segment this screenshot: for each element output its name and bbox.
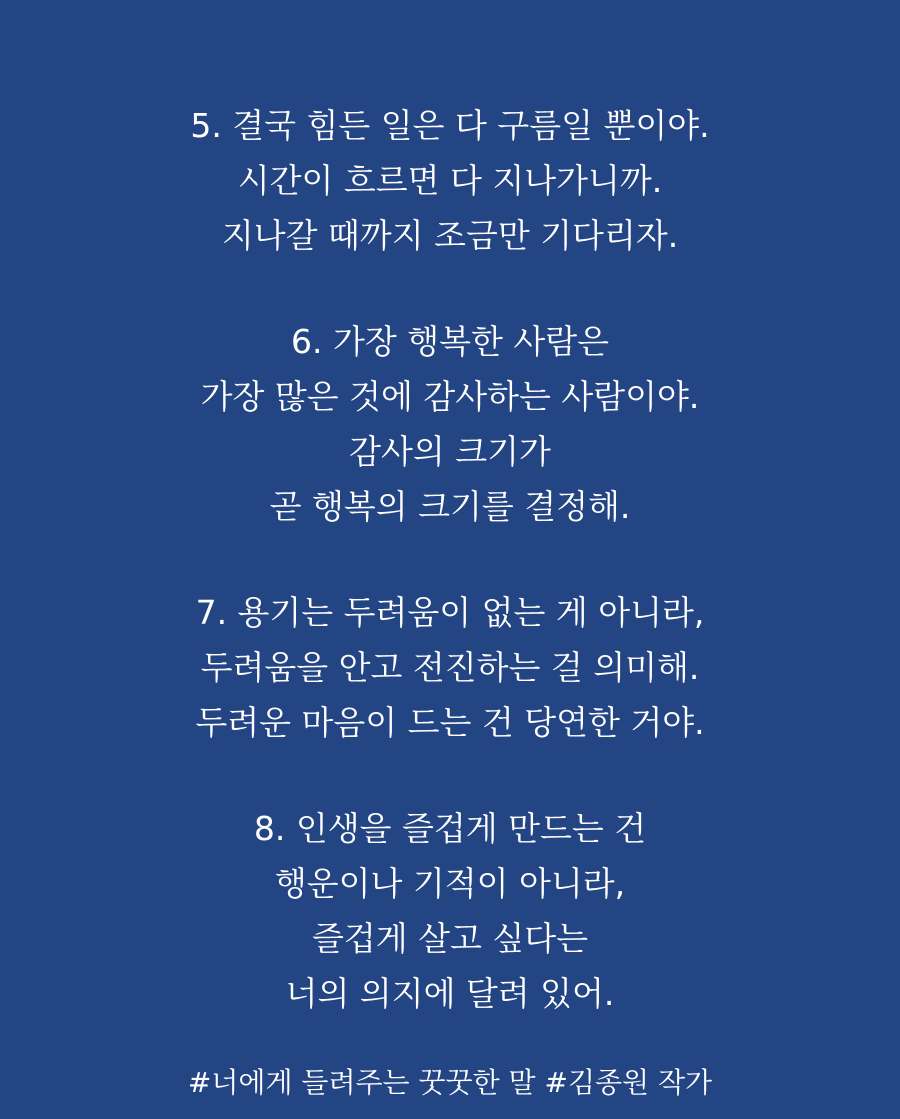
quote-line: 6. 가장 행복한 사람은 [291, 322, 609, 361]
quote-8 [0, 801, 900, 1021]
quote-line: 지나갈 때까지 조금만 기다리자. [221, 216, 679, 255]
quote-line: 8. 인생을 즐겁게 만드는 건 [253, 809, 647, 848]
quote-line: 가장 많은 것에 감사하는 사람이야. [200, 377, 700, 416]
hashtag-footer: #너에게 들려주는 꿋꿋한 말 #김종원 작가 [187, 1066, 713, 1099]
quote-line: 너의 의지에 달려 있어. [285, 974, 615, 1013]
quote-line: 즐겁게 살고 싶다는 [311, 919, 588, 958]
quote-line: 두려운 마음이 드는 건 당연한 거야. [195, 703, 705, 742]
quote-7 [0, 585, 900, 750]
quote-line: 7. 용기는 두려움이 없는 게 아니라, [195, 593, 705, 632]
quote-line: 행운이나 기적이 아니라, [274, 864, 626, 903]
quote-6 [0, 314, 900, 534]
quote-line: 곧 행복의 크기를 결정해. [269, 487, 631, 526]
quote-line: 감사의 크기가 [349, 432, 551, 471]
quote-5 [0, 98, 900, 263]
quote-line: 시간이 흐르면 다 지나가니까. [237, 161, 663, 200]
quote-line: 두려움을 안고 전진하는 걸 의미해. [200, 648, 700, 687]
quote-line: 5. 결국 힘든 일은 다 구름일 뿐이야. [190, 106, 710, 145]
